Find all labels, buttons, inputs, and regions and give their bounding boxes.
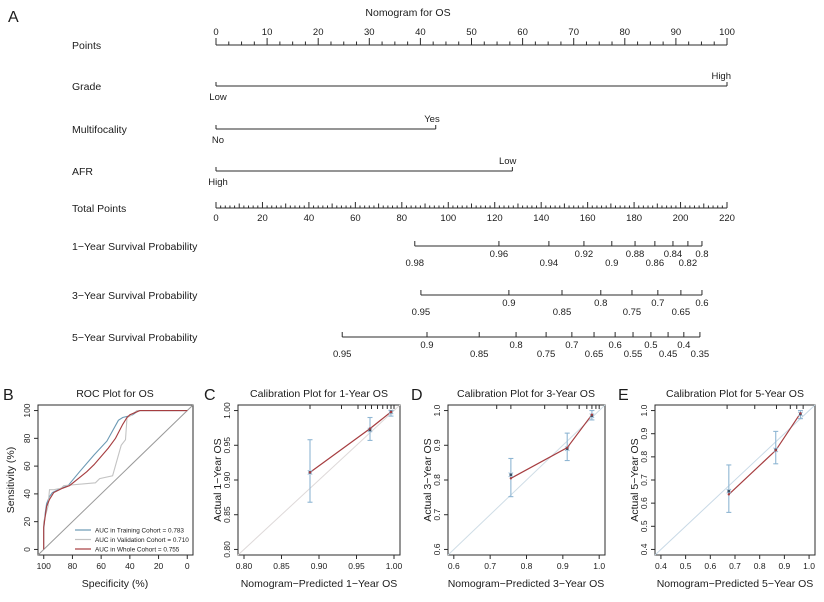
points-axis-tick-label: 90 <box>670 27 682 38</box>
diagonal-reference-line <box>448 405 605 555</box>
total-points-tick-label: 120 <box>486 213 503 224</box>
calibration-3yr-ylabel: Actual 3−Year OS <box>422 438 434 522</box>
points-axis-tick-label: 50 <box>466 27 477 38</box>
predicted-point <box>566 447 568 449</box>
row-label-total-points: Total Points <box>72 203 127 215</box>
y-axis-tick-label: 0 <box>22 547 32 552</box>
survival-tick-label: 0.9 <box>502 298 516 309</box>
survival-tick-label: 0.65 <box>584 349 604 360</box>
panel-d-letter: D <box>411 387 423 404</box>
total-points-tick-label: 160 <box>579 213 596 224</box>
x-axis-tick-label: 20 <box>153 561 164 571</box>
y-axis-tick-label: 0.90 <box>222 471 232 489</box>
y-axis-tick-label: 0.9 <box>432 439 442 452</box>
x-axis-tick-label: 0.9 <box>778 561 791 571</box>
total-points-tick-label: 80 <box>396 213 408 224</box>
row-label-5yr-survival: 5−Year Survival Probability <box>72 332 198 344</box>
y-axis-tick-label: 0.7 <box>432 508 442 521</box>
survival-tick-label: 0.65 <box>671 307 691 318</box>
y-axis-tick-label: 0.95 <box>222 437 232 454</box>
survival-tick-label: 0.55 <box>623 349 643 360</box>
survival-tick-label: 0.8 <box>594 298 608 309</box>
survival-tick-label: 0.7 <box>651 298 665 309</box>
survival-tick-label: 0.45 <box>658 349 678 360</box>
calibration-line <box>729 413 801 494</box>
survival-tick-label: 0.5 <box>644 340 658 351</box>
x-axis-tick-label: 40 <box>125 561 135 571</box>
points-axis-tick-label: 80 <box>619 27 631 38</box>
survival-tick-label: 0.8 <box>509 340 523 351</box>
y-axis-tick-label: 0.6 <box>639 497 649 510</box>
total-points-tick-label: 20 <box>257 213 268 224</box>
calibration-5yr-title: Calibration Plot for 5-Year OS <box>666 388 804 400</box>
factor-low-label: High <box>208 177 228 188</box>
nomogram-axes <box>208 27 735 360</box>
row-label-1yr-survival: 1−Year Survival Probability <box>72 241 198 253</box>
panel-a-letter: A <box>8 9 19 26</box>
survival-tick-label: 0.98 <box>405 258 425 269</box>
total-points-tick-label: 200 <box>672 213 689 224</box>
predicted-point <box>390 411 392 413</box>
survival-tick-label: 0.95 <box>332 349 352 360</box>
x-axis-tick-label: 0.7 <box>729 561 741 571</box>
calibration-line <box>310 412 391 473</box>
y-axis-tick-label: 0.5 <box>639 520 649 533</box>
y-axis-tick-label: 1.0 <box>639 404 649 417</box>
survival-tick-label: 0.86 <box>645 258 665 269</box>
x-axis-tick-label: 0.85 <box>273 561 290 571</box>
survival-tick-label: 0.84 <box>663 249 683 260</box>
points-axis-tick-label: 100 <box>719 27 735 38</box>
calibration-5yr-ylabel: Actual 5−Year OS <box>629 438 641 522</box>
survival-tick-label: 0.4 <box>677 340 691 351</box>
y-axis-tick-label: 0.85 <box>222 506 232 523</box>
total-points-tick-label: 60 <box>350 213 361 224</box>
x-axis-tick-label: 0.90 <box>310 561 328 571</box>
survival-tick-label: 0.6 <box>608 340 622 351</box>
predicted-point <box>369 427 371 429</box>
survival-tick-label: 0.9 <box>420 340 434 351</box>
factor-high-label: Yes <box>424 114 440 125</box>
survival-tick-label: 0.35 <box>690 349 710 360</box>
points-axis-tick-label: 30 <box>364 27 375 38</box>
x-axis-tick-label: 0.4 <box>655 561 667 571</box>
panel-c-letter: C <box>204 387 216 404</box>
y-axis-tick-label: 60 <box>22 461 32 471</box>
survival-tick-label: 0.95 <box>411 307 431 318</box>
survival-tick-label: 0.94 <box>539 258 559 269</box>
y-axis-tick-label: 0.4 <box>639 543 649 556</box>
total-points-tick-label: 180 <box>626 213 643 224</box>
panel-b-letter: B <box>3 387 14 404</box>
x-axis-tick-label: 0.6 <box>704 561 717 571</box>
points-axis-tick-label: 0 <box>213 27 219 38</box>
points-axis-tick-label: 10 <box>261 27 273 38</box>
predicted-point <box>799 412 801 414</box>
calibration-line <box>511 415 592 479</box>
legend-label-whole: AUC in Whole Cohort = 0.755 <box>95 546 180 554</box>
survival-tick-label: 0.75 <box>536 349 556 360</box>
roc-title: ROC Plot for OS <box>76 388 154 400</box>
factor-low-label: Low <box>209 92 227 103</box>
x-axis-tick-label: 0.5 <box>679 561 692 571</box>
row-label-multifocality: Multifocality <box>72 124 127 136</box>
factor-low-label: No <box>211 135 225 146</box>
x-axis-tick-label: 0.80 <box>235 561 253 571</box>
predicted-point <box>309 471 311 473</box>
y-axis-tick-label: 0.6 <box>432 543 442 556</box>
x-axis-tick-label: 100 <box>36 561 51 571</box>
factor-high-label: Low <box>498 156 517 167</box>
calibration-5yr-xlabel: Nomogram−Predicted 5−Year OS <box>656 578 814 590</box>
y-axis-tick-label: 20 <box>22 516 32 527</box>
roc-ylabel: Sensitivity (%) <box>5 446 17 514</box>
total-points-tick-label: 220 <box>719 213 735 224</box>
x-axis-tick-label: 0.8 <box>520 561 533 571</box>
y-axis-tick-label: 1.00 <box>222 402 232 419</box>
predicted-point <box>728 493 730 495</box>
calibration-1yr-xlabel: Nomogram−Predicted 1−Year OS <box>240 578 398 590</box>
y-axis-tick-label: 80 <box>22 433 32 444</box>
x-axis-tick-label: 60 <box>96 561 106 571</box>
panels-b-c-d-e <box>0 380 824 602</box>
row-label-3yr-survival: 3−Year Survival Probability <box>72 290 198 302</box>
x-axis-tick-label: 0.9 <box>556 561 569 571</box>
legend-label-training: AUC in Training Cohort = 0.783 <box>95 527 184 535</box>
points-axis-tick-label: 60 <box>517 27 528 38</box>
total-points-tick-label: 40 <box>303 213 315 224</box>
y-axis-tick-label: 0.7 <box>639 474 649 486</box>
total-points-tick-label: 0 <box>213 213 219 224</box>
calibration-3yr-title: Calibration Plot for 3-Year OS <box>457 388 595 400</box>
survival-tick-label: 0.6 <box>695 298 709 309</box>
survival-tick-label: 0.7 <box>565 340 579 351</box>
y-axis-tick-label: 0.9 <box>639 427 649 440</box>
row-label-grade: Grade <box>72 81 102 93</box>
row-label-points: Points <box>72 40 102 52</box>
total-points-tick-label: 100 <box>440 213 457 224</box>
roc-legend <box>75 528 189 554</box>
x-axis-tick-label: 1.0 <box>593 561 606 571</box>
points-axis-tick-label: 70 <box>568 27 579 38</box>
legend-label-validation: AUC in Validation Cohort = 0.710 <box>95 537 189 544</box>
x-axis-tick-label: 1.00 <box>385 561 403 571</box>
row-label-afr: AFR <box>72 166 93 178</box>
y-axis-tick-label: 0.8 <box>639 450 649 463</box>
total-points-tick-label: 140 <box>533 213 550 224</box>
survival-tick-label: 0.85 <box>552 307 572 318</box>
predicted-point <box>775 449 777 451</box>
survival-tick-label: 0.96 <box>489 249 509 260</box>
survival-tick-label: 0.88 <box>625 249 645 260</box>
y-axis-tick-label: 0.80 <box>222 541 232 558</box>
predicted-point <box>591 414 593 416</box>
observed-point <box>509 473 512 476</box>
survival-tick-label: 0.92 <box>574 249 594 260</box>
survival-tick-label: 0.8 <box>695 249 709 260</box>
x-axis-tick-label: 1.0 <box>803 561 815 571</box>
x-axis-tick-label: 0.95 <box>348 561 365 571</box>
y-axis-tick-label: 100 <box>22 403 32 418</box>
y-axis-tick-label: 0.8 <box>432 474 442 486</box>
survival-tick-label: 0.75 <box>622 307 642 318</box>
observed-point <box>727 490 730 493</box>
panel-e-letter: E <box>618 387 629 404</box>
x-axis-tick-label: 0.6 <box>447 561 460 571</box>
x-axis-tick-label: 0.8 <box>753 561 766 571</box>
factor-high-label: High <box>711 71 731 82</box>
nomogram-title: Nomogram for OS <box>365 7 451 19</box>
roc-xlabel: Specificity (%) <box>81 578 149 590</box>
calibration-1yr-title: Calibration Plot for 1-Year OS <box>250 388 388 400</box>
predicted-point <box>510 477 512 479</box>
points-axis-tick-label: 40 <box>415 27 426 38</box>
points-axis-tick-label: 20 <box>312 27 324 38</box>
calibration-3yr-xlabel: Nomogram−Predicted 3−Year OS <box>447 578 605 590</box>
y-axis-tick-label: 1.0 <box>432 404 442 417</box>
diagonal-reference-line <box>238 405 400 555</box>
x-axis-tick-label: 0.7 <box>484 561 497 571</box>
x-axis-tick-label: 0 <box>184 561 190 571</box>
survival-tick-label: 0.82 <box>678 258 698 269</box>
survival-tick-label: 0.9 <box>605 258 619 269</box>
survival-tick-label: 0.85 <box>469 349 489 360</box>
x-axis-tick-label: 80 <box>67 561 78 571</box>
calibration-1yr-ylabel: Actual 1−Year OS <box>212 438 224 522</box>
y-axis-tick-label: 40 <box>22 489 32 499</box>
